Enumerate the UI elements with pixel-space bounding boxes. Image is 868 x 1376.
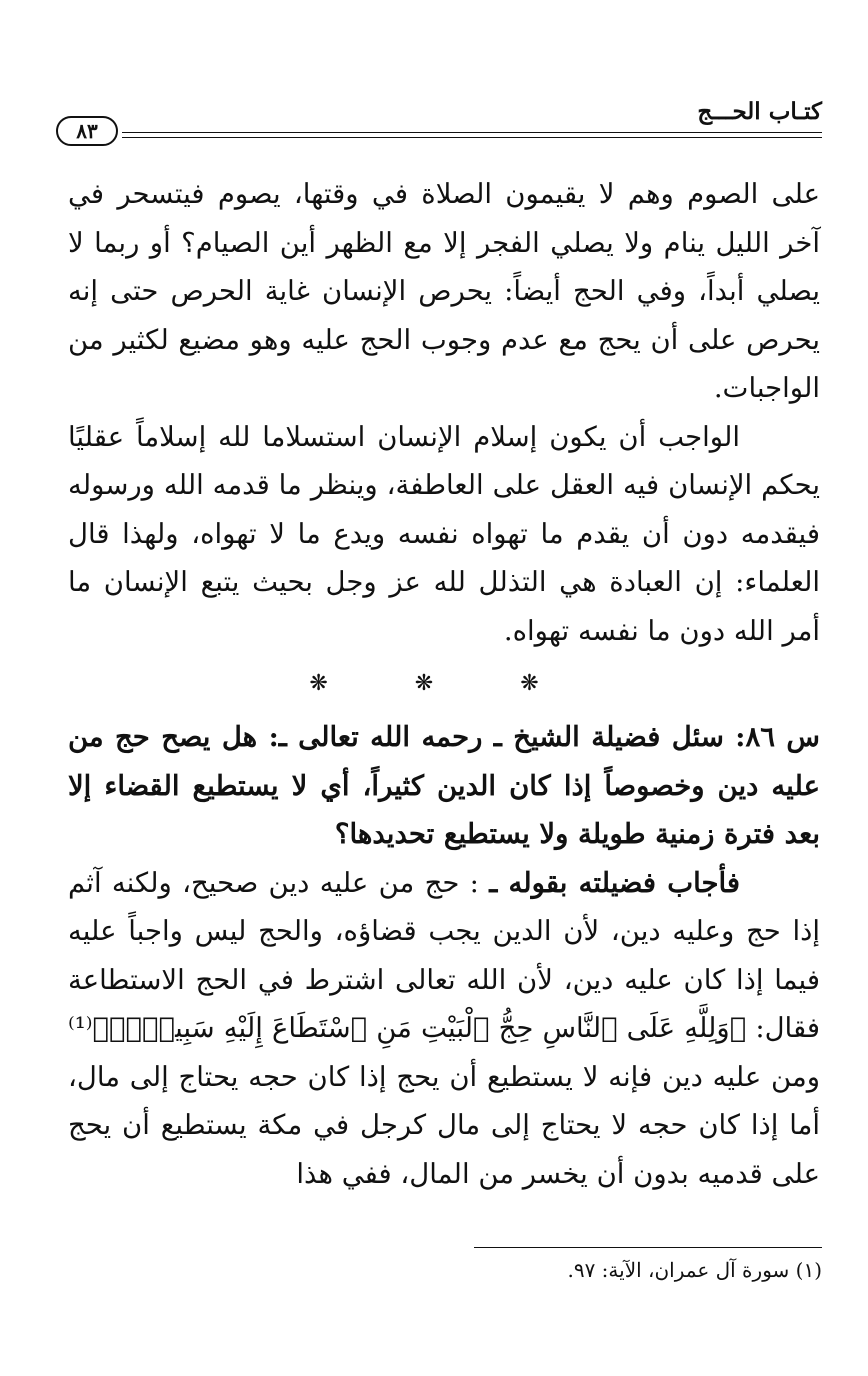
header-rule: [122, 132, 822, 138]
page-number: ٨٣: [56, 116, 118, 146]
answer-lead: فأجاب فضيلته بقوله ـ: [489, 866, 740, 899]
question-paragraph: س ٨٦: سئل فضيلة الشيخ ـ رحمه الله تعالى ـ: هل يصح حج من عليه دين وخصوصاً إذا كان الدين كثيراً، أي لا يستطيع القضاء إلا بعد فترة زمنية طويلة ولا يستطيع تحديدها؟: [68, 721, 820, 850]
page-body: [68, 170, 820, 1198]
page-header: [56, 98, 822, 154]
footnote: (١) سورة آل عمران، الآية: ٩٧.: [567, 1258, 822, 1282]
footnote-rule: [474, 1247, 822, 1248]
section-separator: ❋ ❋ ❋: [309, 671, 579, 696]
paragraph-1: على الصوم وهم لا يقيمون الصلاة في وقتها، يصوم فيتسحر في آخر الليل ينام ولا يصلي الفجر إلا مع الظهر أين الصيام؟ أو ربما لا يصلي أبداً، وفي الحج أيضاً: يحرص الإنسان غاية الحرص حتى إنه يحرص على أن يحج مع عدم وجوب الحج عليه وهو مضيع لكثير من الواجبات.: [68, 178, 820, 404]
paragraph-2: الواجب أن يكون إسلام الإنسان استسلاما لله إسلاماً عقليًا يحكم الإنسان فيه العقل على العاطفة، وينظر ما قدمه الله ورسوله فيقدمه دون أن يقدم ما تهواه نفسه ويدع ما لا تهواه، ولهذا قال العلماء: إن العبادة هي التذلل لله عز وجل بحيث يتبع الإنسان ما أمر الله دون ما نفسه تهواه.: [68, 420, 820, 647]
answer-paragraph: [68, 859, 820, 1199]
answer-body: : حج من عليه دين صحيح، ولكنه آثم إذا حج وعليه دين، لأن الدين يجب قضاؤه، والحج ليس واجباً عليه فيما إذا كان عليه دين، لأن الله تعالى اشترط في الحج الاستطاعة فقال: ﴿وَلِلَّهِ عَلَى ٱلنَّاسِ حِجُّ ٱلْبَيْتِ مَنِ ٱسْتَطَاعَ إِلَيْهِ سَبِيلًاۚ﴾⁽¹⁾ ومن عليه دين فإنه لا يستطيع أن يحج إذا كان حجه يحتاج إلى مال، أما إذا كان حجه لا يحتاج إلى مال كرجل في مكة يستطيع أن يحج على قدميه بدون أن يخسر من المال، ففي هذا: [68, 866, 821, 1190]
book-title: كتـاب الحـــج: [697, 98, 822, 125]
